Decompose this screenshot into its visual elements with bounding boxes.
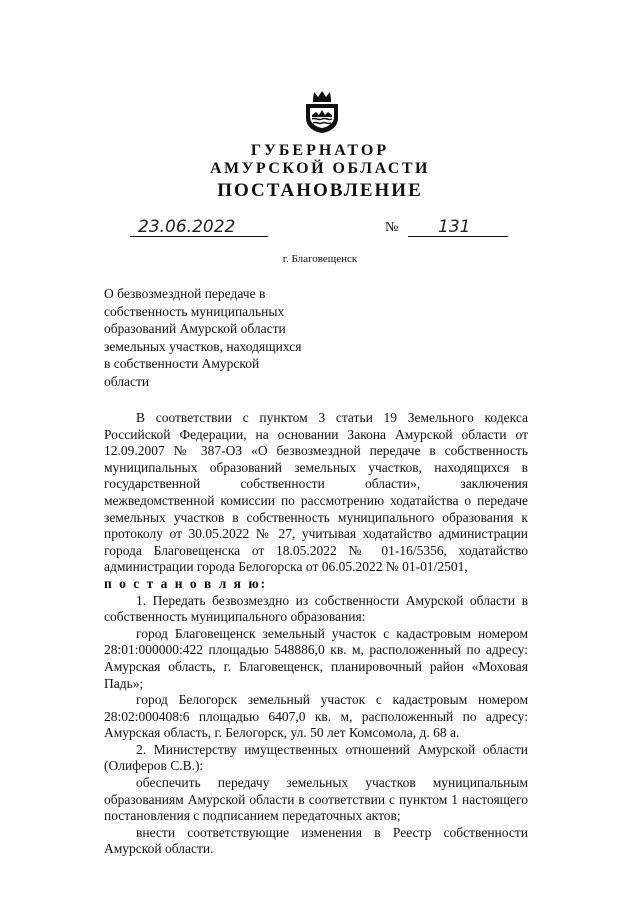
city-line: г. Благовещенск (282, 253, 358, 265)
document-type-title: ПОСТАНОВЛЕНИЕ (217, 180, 423, 201)
subject-line: образований Амурской области (104, 321, 286, 337)
subject-line: области (104, 373, 150, 389)
subject-line: земельных участков, находящихся (104, 338, 302, 354)
subject-line: собственность муниципальных (104, 303, 285, 319)
clause-2-item-registry: внести соответствующие изменения в Реестр собственности Амурской области. (104, 824, 528, 857)
number-label: № (385, 220, 399, 235)
clause-2-paragraph: 2. Министерству имущественных отношений Амурской области (Олиферов С.В.): (104, 741, 528, 774)
resolution-word-text: п о с т а н о в л я ю: (104, 575, 268, 591)
preamble-paragraph: В соответствии с пунктом 3 статьи 19 Земельного кодекса Российской Федерации, на основании Закона Амурской области от 12.09.2007 № 387-ОЗ «О безвозмездной передаче в собственность муниципальных образований земельных участков, находящихся в государственной собственности области», заключения межведомственной комиссии по рассмотрению ходатайства о передаче земельных участков в собственность муниципального образования к протоколу от 30.05.2022 № 27, учитывая ходатайство администрации города Благовещенска от 18.05.2022 № 01-16/5356, ходатайство администрации города Белогорска от 06.05.2022 № 01-01/2501, (104, 410, 528, 575)
header-title-governor: ГУБЕРНАТОР (250, 142, 390, 159)
document-number: 131 (408, 218, 508, 237)
subject-line: в собственности Амурской (104, 356, 260, 372)
header-title-region: АМУРСКОЙ ОБЛАСТИ (210, 160, 430, 177)
document-subject (104, 285, 334, 391)
resolution-word (104, 576, 528, 593)
document-date: 23.06.2022 (130, 218, 268, 237)
document-body (104, 410, 528, 858)
subject-line: О безвозмездной передаче в (104, 286, 266, 301)
clause-2-item-transfer: обеспечить передачу земельных участков муниципальным образованиям Амурской области в соответствии с пунктом 1 настоящего постановления с подписанием передаточных актов; (104, 775, 528, 824)
coat-of-arms-icon (300, 88, 344, 134)
clause-1-paragraph: 1. Передать безвозмездно из собственности Амурской области в собственность муниципального образования: (104, 592, 528, 625)
clause-1-item-blagoveshchensk: город Благовещенск земельный участок с кадастровым номером 28:01:000000:422 площадью 548886,0 кв. м, расположенный по адресу: Амурская область, г. Благовещенск, планировочный район «Моховая Падь»; (104, 625, 528, 691)
clause-1-item-belogorsk: город Белогорск земельный участок с кадастровым номером 28:02:000408:6 площадью 6407,0 кв. м, расположенный по адресу: Амурская область, г. Белогорск, ул. 50 лет Комсомола, д. 68 а. (104, 692, 528, 741)
